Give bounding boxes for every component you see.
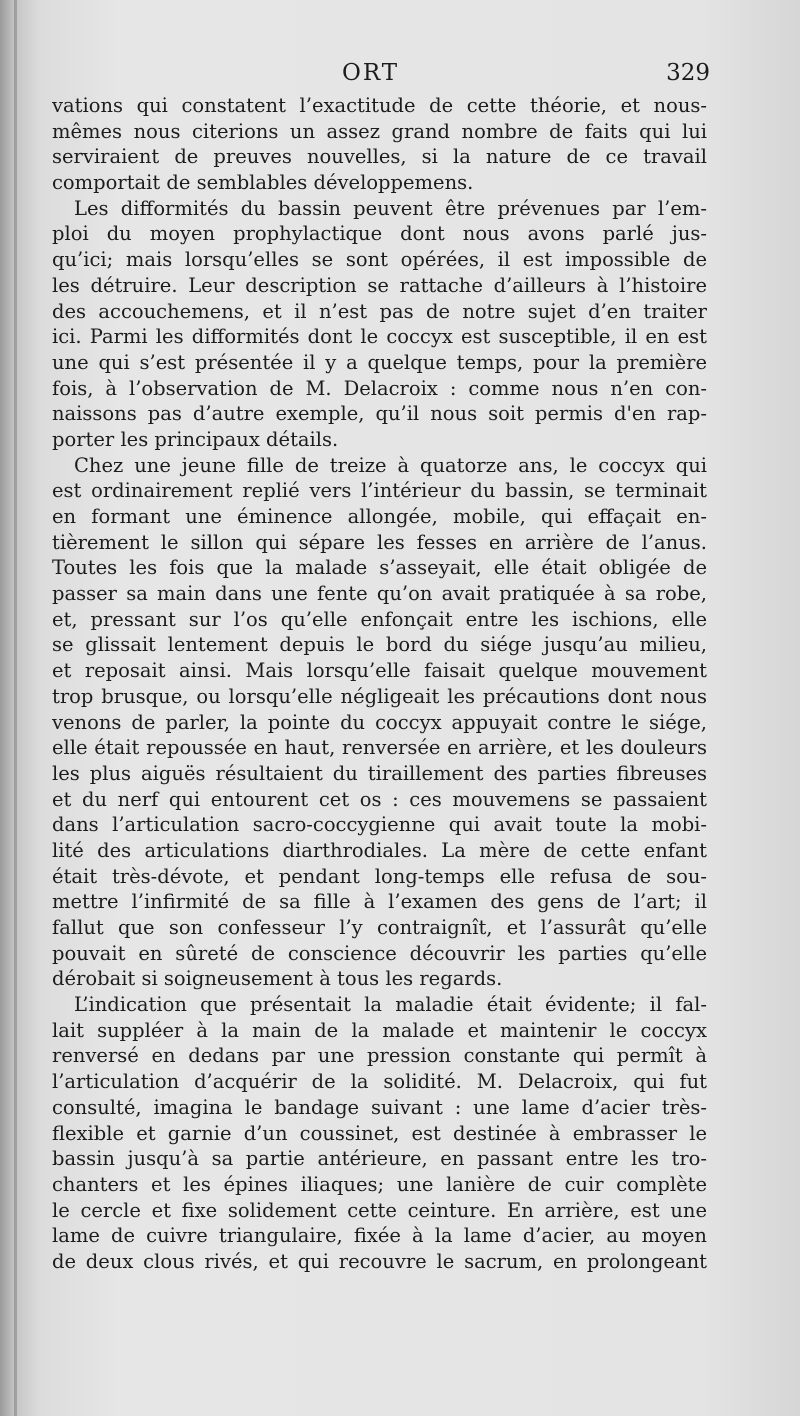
text-line: les plus aiguës résultaient du tiraillement des parties fibreuses [52,761,707,785]
text-line: dans l’articulation sacro-coccygienne qui avait toute la mobi- [52,813,707,837]
text-line: lait suppléer à la main de la malade et maintenir le coccyx [52,1018,707,1042]
text-line: lame de cuivre triangulaire, fixée à la lame d’acier, au moyen [52,1224,707,1248]
text-line: vations qui constatent l’exactitude de cette théorie, et nous- [52,94,707,117]
text-line: de deux clous rivés, et qui recouvre le sacrum, en prolongeant [52,1249,707,1273]
text-line: tièrement le sillon qui sépare les fesses en arrière de l’anus. [52,530,707,554]
text-line: mêmes nous citerions un assez grand nombre de faits qui lui [52,119,707,143]
text-line: est ordinairement replié vers l’intérieur du bassin, se terminait [52,479,707,503]
text-line: elle était repoussée en haut, renversée en arrière, et les douleurs [52,736,707,760]
text-line: Les difformités du bassin peuvent être prévenues par l’em- [74,196,707,220]
text-line: flexible et garnie d’un coussinet, est destinée à embrasser le [52,1121,707,1145]
text-line: une qui s’est présentée il y a quelque temps, pour la première [52,350,707,374]
text-line: qu’ici; mais lorsqu’elles se sont opérées, il est impossible de [52,248,707,272]
page-number: 329 [666,60,710,86]
text-line: bassin jusqu’à sa partie antérieure, en passant entre les tro- [52,1147,707,1171]
text-line: le cercle et fixe solidement cette ceinture. En arrière, est une [52,1198,707,1222]
running-head: ORT [342,60,400,86]
text-line: l’articulation d’acquérir de la solidité. M. Delacroix, qui fut [52,1070,707,1094]
text-line: comportait de semblables développemens. [52,171,474,195]
text-line: naissons pas d’autre exemple, qu’il nous soit permis d'en rap- [52,402,707,426]
text-line: les détruire. Leur description se rattache d’ailleurs à l’histoire [52,273,707,297]
text-line: Chez une jeune fille de treize à quatorze ans, le coccyx qui [74,453,707,477]
text-line: trop brusque, ou lorsqu’elle négligeait les précautions dont nous [52,684,707,708]
text-line: renversé en dedans par une pression constante qui permît à [52,1044,707,1068]
text-line: venons de parler, la pointe du coccyx appuyait contre le siége, [52,710,707,734]
text-line: mettre l’infirmité de sa fille à l’examen des gens de l’art; il [52,890,707,914]
text-line: dérobait si soigneusement à tous les regards. [52,967,503,991]
text-line: se glissait lentement depuis le bord du siége jusqu’au milieu, [52,633,707,657]
text-line: des accouchemens, et il n’est pas de notre sujet d’en traiter [52,299,707,323]
text-line: Toutes les fois que la malade s’asseyait, elle était obligée de [52,556,707,580]
text-line: consulté, imagina le bandage suivant : une lame d’acier très- [52,1095,707,1119]
text-line: et du nerf qui entourent cet os : ces mouvemens se passaient [52,787,707,811]
text-line: fois, à l’observation de M. Delacroix : comme nous n’en con- [52,376,707,400]
text-line: en formant une éminence allongée, mobile, qui effaçait en- [52,505,707,528]
text-line: pouvait en sûreté de conscience découvrir les parties qu’elle [52,941,707,965]
text-line: porter les principaux détails. [52,427,339,451]
text-line: fallut que son confesseur l’y contraignît, et l’assurât qu’elle [52,916,707,939]
text-line: et reposait ainsi. Mais lorsqu’elle faisait quelque mouvement [52,659,707,683]
text-line: serviraient de preuves nouvelles, si la nature de ce travail [52,145,707,169]
body-text [52,93,707,1275]
text-line: lité des articulations diarthrodiales. La mère de cette enfant [52,838,707,862]
text-line: ici. Parmi les difformités dont le coccyx est susceptible, il en est [52,325,707,349]
text-line: et, pressant sur l’os qu’elle enfonçait entre les ischions, elle [52,607,707,631]
text-line: chanters et les épines iliaques; une lanière de cuir complète [52,1172,707,1196]
text-line: passer sa main dans une fente qu’on avait pratiquée à sa robe, [52,582,707,606]
text-line: L’indication que présentait la maladie était évidente; il fal- [74,993,707,1017]
text-line: ploi du moyen prophylactique dont nous avons parlé jus- [52,222,707,246]
text-line: était très-dévote, et pendant long-temps elle refusa de sou- [52,864,707,888]
